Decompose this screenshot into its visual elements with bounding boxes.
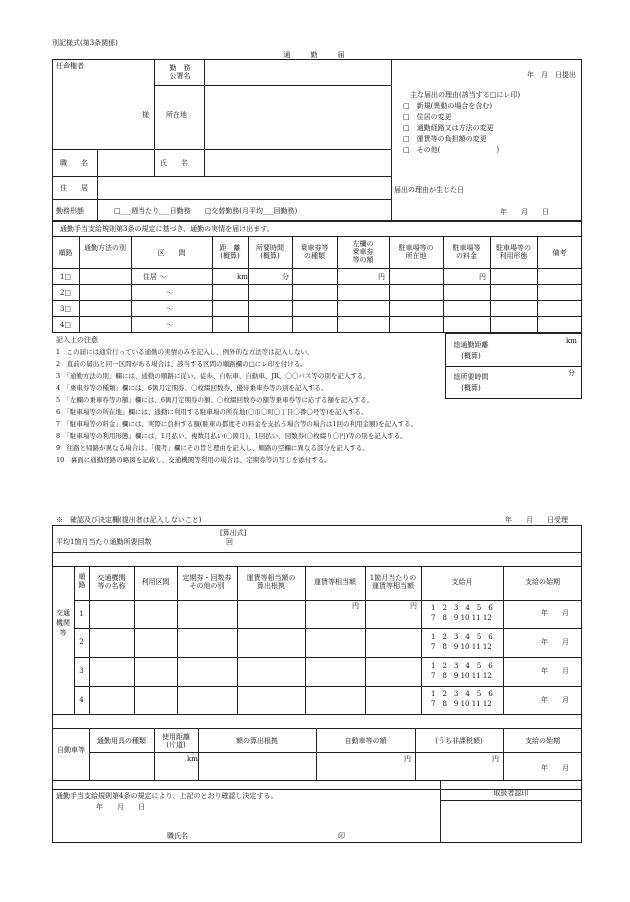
th-car-start: 支給の始期 xyxy=(525,737,560,745)
th-ticket-amount: 左欄の 乗車券 等の額 xyxy=(352,240,374,264)
confirm-title: ※ 確認及び決定欄(提出者は記入しないこと) xyxy=(56,516,202,524)
fare-yen: 円 xyxy=(352,602,359,610)
th-parking-address: 駐車場等の 所在地 xyxy=(398,244,434,260)
transit-row-label: 4 xyxy=(79,696,84,704)
header-frame xyxy=(52,59,582,221)
note-item: 3 「通勤方法の別」欄には、通勤の順路に従い、徒歩、自転車、自動車、JR、〇〇バス等の別を記入する。 xyxy=(56,372,370,380)
kai-label: 回 xyxy=(226,538,233,546)
seal-label: 印 xyxy=(338,832,345,840)
reasons-title: 主な届出の理由(該当する□にレ印) xyxy=(410,91,521,99)
reason-item[interactable]: □ 通勤経路又は方法の変更 xyxy=(403,124,494,132)
car-side-label: 自動車等 xyxy=(57,746,85,754)
reason-item[interactable]: □ 新規(異動の場合を含む) xyxy=(403,102,493,110)
total-time-unit: 分 xyxy=(568,369,575,377)
bottom-statement: 通勤手当支給規則第4条の規定により、上記のとおり確認し決定する。 xyxy=(56,792,278,800)
unit-km: km xyxy=(237,273,248,281)
th-parking-fee: 駐車場等 の料金 xyxy=(452,244,481,260)
date-submitted[interactable]: 年 月 日提出 xyxy=(527,71,576,79)
transit-row-label: 2 xyxy=(79,638,84,646)
th-route: 順路 xyxy=(58,249,73,257)
officer-label: 職氏名 xyxy=(167,832,188,840)
route-row-label[interactable]: 4□ xyxy=(59,321,72,329)
route-row-label[interactable]: 1□ xyxy=(59,273,72,281)
residence-label: 住 居 xyxy=(60,184,88,192)
bottom-date[interactable]: 年 月 日 xyxy=(96,803,145,811)
unit-yen: 円 xyxy=(479,273,486,281)
th-transit-route: 順路 xyxy=(78,573,86,589)
note-item: 8 「駐車場等の利用形態」欄には、1月払い、複数月払い(〇箇月)、1回払い、回数券(〇枚綴り〇円)等の別を記入する。 xyxy=(56,432,407,440)
work-form-value[interactable]: □___週当たり___日勤務 □交替勤務(月平均___回勤務) xyxy=(114,207,298,215)
route-row-label[interactable]: 2□ xyxy=(59,289,72,297)
route-row-label[interactable]: 3□ xyxy=(59,305,72,313)
th-transit-name: 交通機関 等の名称 xyxy=(97,574,126,590)
transit-row-label: 1 xyxy=(79,610,84,618)
total-distance-label: 総通勤距離 (概算) xyxy=(453,341,489,360)
note-item: 4 「乗車券等の種類」欄には、6箇月定期券、〇枚綴回数券、優待乗車券等の別を記入する。 xyxy=(56,384,328,392)
appointer-label: 任命権者 xyxy=(56,62,84,70)
work-form-label: 勤務形態 xyxy=(56,207,84,215)
th-method: 通勤方法の別 xyxy=(84,244,126,252)
form-label: 別記様式(第3条関係) xyxy=(52,39,118,47)
months-row[interactable]: 1 2 3 4 5 6 xyxy=(431,690,493,698)
th-fare-basis: 運賃等相当額の 算出根拠 xyxy=(246,574,296,590)
months-row[interactable]: 7 8 9 10 11 12 xyxy=(431,672,492,680)
th-pay-start: 支給の始期 xyxy=(525,578,560,586)
reason-item[interactable]: □ その他( ) xyxy=(403,146,500,154)
car-nontax-yen: 円 xyxy=(492,755,499,763)
page-title: 通 勤 届 xyxy=(283,51,347,59)
received-date[interactable]: 年 月 日受理 xyxy=(505,516,568,524)
section-tilde: 〜 xyxy=(166,289,173,297)
job-title-label: 職 名 xyxy=(60,159,88,167)
note-item: 2 直前の届出と同一区間がある場合は、該当する区間の順路欄の□にレ印を付ける。 xyxy=(56,360,307,368)
months-row[interactable]: 7 8 9 10 11 12 xyxy=(431,614,492,622)
car-km: km xyxy=(187,755,198,763)
th-parking-use: 駐車場等の 利用形態 xyxy=(496,244,531,260)
note-item: 6 「駐車場等の所在地」欄には、通勤に利用する駐車場の所在地(〇市〇町〇丁目〇番〇号等)を記入する。 xyxy=(56,408,368,416)
th-pay-month: 支給月 xyxy=(451,578,473,586)
office-label: 勤 務 公署名 xyxy=(169,64,191,80)
notes-list xyxy=(56,348,441,468)
car-yen: 円 xyxy=(404,755,411,763)
reason-item[interactable]: □ 運賃等の負担額の変更 xyxy=(403,135,487,143)
start-ym[interactable]: 年 月 xyxy=(541,696,569,704)
unit-yen: 円 xyxy=(378,273,385,281)
th-car-type: 通勤用具の種類 xyxy=(97,737,146,745)
note-item: 9 往路と帰路が異なる場合は、「備考」欄にその旨と理由を記入し、順路の空欄に異なる部分を記入する。 xyxy=(56,444,369,452)
reason-item[interactable]: □ 住居の変更 xyxy=(403,113,452,121)
reason-date-value[interactable]: 年 月 日 xyxy=(500,208,549,216)
start-ym[interactable]: 年 月 xyxy=(541,667,569,675)
note-item: 5 「左欄の乗車券等の額」欄には、6箇月定期券の額、〇枚綴回数券の額等乗車券等に応ずる額を記入する。 xyxy=(56,396,374,404)
transit-side-label: 交通機関等 xyxy=(56,609,70,637)
th-car-nontax: (うち非課税額) xyxy=(435,737,483,745)
monthly-yen: 円 xyxy=(410,602,417,610)
section-tilde: 〜 xyxy=(166,305,173,313)
months-row[interactable]: 1 2 3 4 5 6 xyxy=(431,633,493,641)
th-ticket-kind: 定期券・回数券 その他の別 xyxy=(182,574,232,590)
note-item: 10 裏面に通勤経路の略図を記載し、交通機関等利用の場合は、定期券等の写しを添付する。 xyxy=(56,456,331,464)
section-tilde: 〜 xyxy=(166,321,173,329)
total-distance-unit: km xyxy=(566,337,577,345)
th-monthly-fare: 1箇月当たりの 運賃等相当額 xyxy=(369,574,417,590)
monthly-label: 平均1箇月当たり通勤所要回数 xyxy=(56,538,152,546)
th-car-basis: 額の算出根拠 xyxy=(236,737,278,745)
start-ym[interactable]: 年 月 xyxy=(541,638,569,646)
months-row[interactable]: 7 8 9 10 11 12 xyxy=(431,700,492,708)
th-section: 区 間 xyxy=(157,249,186,257)
address-label: 所在地 xyxy=(166,111,187,119)
sama-label: 様 xyxy=(142,111,149,119)
name-label: 氏 名 xyxy=(160,159,188,167)
th-transit-section: 利用区間 xyxy=(141,578,170,586)
notes-title: 記入上の注意 xyxy=(56,336,98,344)
th-ticket-type: 乗車券等 の種類 xyxy=(300,244,329,260)
residence-from: 住居 〜 xyxy=(143,273,167,281)
th-car-amount: 自動車等の額 xyxy=(344,737,387,745)
th-distance: 距 離 (概算) xyxy=(219,244,241,260)
transit-row-label: 3 xyxy=(79,667,84,675)
months-row[interactable]: 1 2 3 4 5 6 xyxy=(431,662,493,670)
total-time-label: 総所要時間 (概算) xyxy=(453,373,489,392)
reason-date-label: 届出の理由が生じた日 xyxy=(394,186,464,194)
th-fare-amount: 運賃等相当額 xyxy=(314,578,356,586)
note-item: 7 「駐車場等の料金」欄には、実際に負担する額(駐車の都度その料金を支払う場合等の場合は1回の利用金額)を記入する。 xyxy=(56,420,418,428)
th-time: 所要時間 (概算) xyxy=(256,244,284,260)
th-car-distance: 使用距離 (片道) xyxy=(162,733,190,749)
start-ym[interactable]: 年 月 xyxy=(541,609,569,617)
months-row[interactable]: 1 2 3 4 5 6 xyxy=(431,604,493,612)
unit-min: 分 xyxy=(282,273,289,281)
months-row[interactable]: 7 8 9 10 11 12 xyxy=(431,643,492,651)
th-remarks: 備考 xyxy=(552,249,567,257)
car-start-ym[interactable]: 年 月 xyxy=(541,764,569,772)
calc-label: [算出式] xyxy=(220,529,247,537)
handler-label: 取扱者認印 xyxy=(493,789,529,797)
declaration: 通勤手当支給規則第3条の規定に基づき、通勤の実情を届け出ます。 xyxy=(60,225,274,233)
note-item: 1 この届には通常行っている通勤の実情のみを記入し、例外的な方法等は記入しない。 xyxy=(56,348,314,356)
